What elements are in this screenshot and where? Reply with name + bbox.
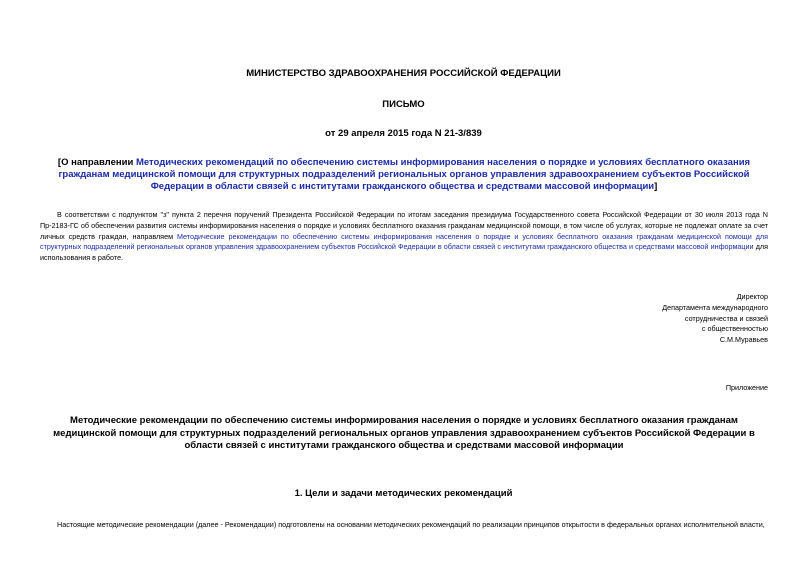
signature-department-cont2: с общественностью [701,324,768,334]
signature-department: Департамента международного [662,302,768,312]
body-link[interactable]: Методические рекомендации по обеспечению системы информирования населения о порядке и условиях бесплатного оказания гражданам медицинской помощи для структурных подразделений региональных органов управления здравоохранением субъектов Российской Федерации в области связей с институтами гражданского общества и средствами массовой информации [40,231,768,252]
signature-title: Директор [736,292,768,301]
subject-link[interactable]: Методических рекомендаций по обеспечению системы информирования населения о порядке и условиях бесплатного оказания гражданам медицинской помощи для структурных подразделений региональных органов управления здравоохранением субъектов Российской Федерации в области связей с институтами гражданского общества и средствами массовой информации [58,157,751,192]
subject-suffix: ] [654,181,658,192]
signature-name: С.М.Муравьев [719,335,768,345]
signature-block [662,292,768,346]
document-type: ПИСЬМО [382,99,425,110]
intro-paragraph: Настоящие методические рекомендации (далее - Рекомендации) подготовлены на основании методических рекомендаций по реализации принципов открытости в федеральных органах исполнительной власти, [57,520,765,529]
document-subject [40,157,768,193]
body-text-start: В соответствии с подпунктом "з" пункта 2 перечня поручений Президента Российской Федерации по итогам заседания президиума Государственного совета Российской Федерации от 30 июля 2013 года N Пр-2183-ГС об обеспечении развития системы информирования населения о порядке и условиях бесплатного оказания гражданам медицинской помощи, в том числе об услугах, которые не подлежат оплате за счет личных средств граждан, направляем [40,210,768,241]
appendix-label: Приложение [725,383,768,392]
signature-department-cont: сотрудничества и связей [684,313,768,323]
body-text-end: для использования в работе. [40,242,768,263]
recommendations-title: Методические рекомендации по обеспечению системы информирования населения о порядке и условиях бесплатного оказания гражданам медицинской помощи для структурных подразделений региональных органов управления здравоохранением субъектов Российской Федерации в области связей с институтами гражданского общества и средствами массовой информации [53,415,755,451]
ministry-header: МИНИСТЕРСТВО ЗДРАВООХРАНЕНИЯ РОССИЙСКОЙ ФЕДЕРАЦИИ [246,68,561,79]
subject-prefix: [О направлении [57,157,136,168]
document-date: от 29 апреля 2015 года N 21-3/839 [325,128,482,139]
body-paragraph [40,210,768,264]
section-heading: 1. Цели и задачи методических рекомендаций [294,488,513,499]
